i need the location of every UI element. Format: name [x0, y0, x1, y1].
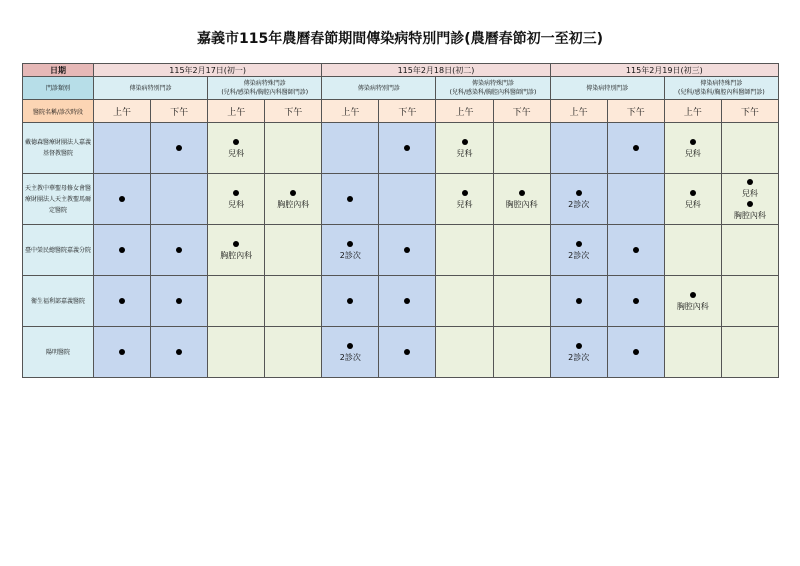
bullet-dot-icon — [347, 343, 353, 349]
table-row — [23, 174, 779, 225]
clinic-entry — [551, 239, 607, 261]
bullet-dot-icon — [633, 349, 639, 355]
department-label: 2診次 — [568, 200, 590, 209]
schedule-cell — [322, 123, 379, 174]
schedule-cell — [208, 327, 265, 378]
category-line: (兒科/感染科/胸腔內科醫師門診) — [449, 89, 537, 96]
schedule-cell — [322, 276, 379, 327]
department-label: 兒科 — [456, 200, 473, 209]
schedule-cell — [664, 123, 721, 174]
bullet-dot-icon — [176, 247, 182, 253]
clinic-entry — [208, 137, 264, 159]
bullet-dot-icon — [747, 201, 753, 207]
clinic-entry — [208, 239, 264, 261]
am-header: 上午 — [208, 100, 265, 123]
clinic-entry — [151, 245, 207, 256]
schedule-cell — [265, 327, 322, 378]
pm-header: 下午 — [607, 100, 664, 123]
clinic-entry — [94, 194, 150, 205]
schedule-cell — [151, 276, 208, 327]
schedule-cell — [208, 225, 265, 276]
table-row — [23, 327, 779, 378]
schedule-cell — [379, 327, 436, 378]
department-label: 胸腔內科 — [505, 200, 538, 209]
am-header: 上午 — [322, 100, 379, 123]
clinic-entry — [379, 296, 435, 307]
category-special-clinic: 傳染病特別門診 — [322, 77, 436, 100]
department-label: 胸腔內科 — [220, 251, 253, 260]
clinic-entry — [665, 290, 721, 312]
bullet-dot-icon — [747, 179, 753, 185]
bullet-dot-icon — [633, 247, 639, 253]
schedule-cell — [664, 225, 721, 276]
clinic-entry — [265, 188, 321, 210]
clinic-entry — [94, 245, 150, 256]
clinic-entry — [722, 177, 778, 199]
clinic-schedule-table — [22, 63, 779, 378]
hospital-name: 衛生福利部嘉義醫院 — [23, 276, 94, 327]
schedule-cell — [94, 225, 151, 276]
department-label: 兒科 — [456, 149, 473, 158]
clinic-entry — [608, 143, 664, 154]
bullet-dot-icon — [119, 196, 125, 202]
schedule-cell — [721, 174, 778, 225]
bullet-dot-icon — [347, 241, 353, 247]
schedule-cell — [607, 123, 664, 174]
schedule-cell — [322, 327, 379, 378]
schedule-cell — [151, 123, 208, 174]
department-label: 兒科 — [228, 149, 245, 158]
schedule-cell — [607, 174, 664, 225]
clinic-entry — [722, 199, 778, 221]
schedule-cell — [550, 123, 607, 174]
pm-header: 下午 — [493, 100, 550, 123]
bullet-dot-icon — [633, 298, 639, 304]
clinic-entry — [379, 143, 435, 154]
table-row — [23, 276, 779, 327]
bullet-dot-icon — [290, 190, 296, 196]
clinic-entry — [379, 347, 435, 358]
day-header: 115年2月19日(初三) — [550, 64, 778, 77]
am-header: 上午 — [94, 100, 151, 123]
department-label: 胸腔內科 — [277, 200, 310, 209]
category-label: 門診類別 — [23, 77, 94, 100]
category-specialist-clinic — [664, 77, 778, 100]
bullet-dot-icon — [176, 349, 182, 355]
bullet-dot-icon — [633, 145, 639, 151]
clinic-entry — [94, 296, 150, 307]
schedule-cell — [265, 276, 322, 327]
date-label: 日期 — [23, 64, 94, 77]
schedule-cell — [379, 174, 436, 225]
clinic-entry — [94, 347, 150, 358]
bullet-dot-icon — [233, 190, 239, 196]
pm-header: 下午 — [265, 100, 322, 123]
department-label: 胸腔內科 — [733, 211, 766, 220]
bullet-dot-icon — [690, 190, 696, 196]
schedule-cell — [664, 174, 721, 225]
pm-header: 下午 — [721, 100, 778, 123]
page-title: 嘉義市115年農曆春節期間傳染病特別門診(農曆春節初一至初三) — [196, 31, 604, 47]
schedule-cell — [493, 276, 550, 327]
schedule-cell — [208, 174, 265, 225]
clinic-entry — [494, 188, 550, 210]
schedule-cell — [94, 327, 151, 378]
department-label: 2診次 — [339, 353, 361, 362]
schedule-cell — [493, 327, 550, 378]
schedule-cell — [379, 225, 436, 276]
schedule-cell — [550, 225, 607, 276]
clinic-entry — [322, 194, 378, 205]
schedule-cell — [664, 327, 721, 378]
schedule-cell — [550, 174, 607, 225]
schedule-cell — [379, 276, 436, 327]
clinic-entry — [322, 239, 378, 261]
clinic-entry — [551, 296, 607, 307]
am-header: 上午 — [436, 100, 493, 123]
category-specialist-clinic — [208, 77, 322, 100]
schedule-cell — [436, 327, 493, 378]
bullet-dot-icon — [404, 145, 410, 151]
clinic-entry — [151, 296, 207, 307]
clinic-entry — [322, 296, 378, 307]
clinic-entry — [665, 137, 721, 159]
schedule-cell — [94, 276, 151, 327]
schedule-cell — [493, 225, 550, 276]
day-header: 115年2月18日(初二) — [322, 64, 550, 77]
am-header: 上午 — [664, 100, 721, 123]
clinic-entry — [379, 245, 435, 256]
schedule-cell — [379, 123, 436, 174]
schedule-cell — [493, 123, 550, 174]
hospital-name: 天主教中華聖母修女會醫療財團法人天主教聖馬爾定醫院 — [23, 174, 94, 225]
schedule-cell — [721, 123, 778, 174]
schedule-cell — [721, 276, 778, 327]
clinic-entry — [608, 245, 664, 256]
am-header: 上午 — [550, 100, 607, 123]
hospital-label: 醫院名稱/診次時段 — [23, 100, 94, 123]
bullet-dot-icon — [404, 349, 410, 355]
clinic-entry — [151, 143, 207, 154]
schedule-cell — [550, 276, 607, 327]
bullet-dot-icon — [404, 298, 410, 304]
clinic-entry — [436, 188, 492, 210]
bullet-dot-icon — [233, 139, 239, 145]
table-row — [23, 225, 779, 276]
schedule-cell — [322, 225, 379, 276]
day-header: 115年2月17日(初一) — [94, 64, 322, 77]
schedule-cell — [436, 174, 493, 225]
bullet-dot-icon — [347, 298, 353, 304]
category-line: (兒科/感染科/胸腔內科醫師門診) — [678, 89, 765, 96]
bullet-dot-icon — [233, 241, 239, 247]
bullet-dot-icon — [119, 349, 125, 355]
schedule-cell — [436, 225, 493, 276]
bullet-dot-icon — [119, 298, 125, 304]
department-label: 2診次 — [339, 251, 361, 260]
bullet-dot-icon — [119, 247, 125, 253]
schedule-cell — [607, 327, 664, 378]
bullet-dot-icon — [690, 292, 696, 298]
pm-header: 下午 — [151, 100, 208, 123]
department-label: 2診次 — [568, 251, 590, 260]
department-label: 兒科 — [684, 149, 701, 158]
clinic-entry — [322, 341, 378, 363]
department-label: 兒科 — [741, 189, 758, 198]
hospital-name: 陽明醫院 — [23, 327, 94, 378]
schedule-cell — [550, 327, 607, 378]
schedule-cell — [151, 174, 208, 225]
schedule-cell — [436, 123, 493, 174]
bullet-dot-icon — [576, 190, 582, 196]
bullet-dot-icon — [176, 145, 182, 151]
bullet-dot-icon — [462, 139, 468, 145]
clinic-entry — [551, 341, 607, 363]
hospital-name: 戴德森醫療財團法人嘉義基督教醫院 — [23, 123, 94, 174]
schedule-cell — [265, 225, 322, 276]
clinic-entry — [436, 137, 492, 159]
time-row — [23, 100, 779, 123]
category-row — [23, 77, 779, 100]
table-row — [23, 123, 779, 174]
hospital-name: 臺中榮民總醫院嘉義分院 — [23, 225, 94, 276]
bullet-dot-icon — [404, 247, 410, 253]
clinic-entry — [665, 188, 721, 210]
bullet-dot-icon — [519, 190, 525, 196]
clinic-entry — [608, 296, 664, 307]
department-label: 兒科 — [228, 200, 245, 209]
department-label: 2診次 — [568, 353, 590, 362]
schedule-cell — [151, 327, 208, 378]
schedule-cell — [265, 174, 322, 225]
bullet-dot-icon — [576, 298, 582, 304]
clinic-entry — [551, 188, 607, 210]
bullet-dot-icon — [462, 190, 468, 196]
date-row — [23, 64, 779, 77]
category-specialist-clinic — [436, 77, 550, 100]
bullet-dot-icon — [576, 241, 582, 247]
category-special-clinic: 傳染病特別門診 — [550, 77, 664, 100]
category-line: 傳染病特殊門診 — [472, 80, 515, 87]
bullet-dot-icon — [690, 139, 696, 145]
category-special-clinic: 傳染病特別門診 — [94, 77, 208, 100]
schedule-cell — [322, 174, 379, 225]
schedule-cell — [721, 225, 778, 276]
schedule-cell — [208, 276, 265, 327]
clinic-entry — [151, 347, 207, 358]
bullet-dot-icon — [347, 196, 353, 202]
pm-header: 下午 — [379, 100, 436, 123]
schedule-cell — [151, 225, 208, 276]
department-label: 兒科 — [684, 200, 701, 209]
schedule-cell — [721, 327, 778, 378]
clinic-entry — [608, 347, 664, 358]
schedule-cell — [664, 276, 721, 327]
schedule-cell — [607, 276, 664, 327]
department-label: 胸腔內科 — [676, 302, 709, 311]
schedule-cell — [493, 174, 550, 225]
bullet-dot-icon — [576, 343, 582, 349]
schedule-cell — [94, 174, 151, 225]
category-line: 傳染病特殊門診 — [700, 80, 743, 87]
schedule-cell — [94, 123, 151, 174]
category-line: 傳染病特殊門診 — [243, 80, 286, 87]
schedule-cell — [265, 123, 322, 174]
schedule-cell — [436, 276, 493, 327]
schedule-cell — [607, 225, 664, 276]
schedule-cell — [208, 123, 265, 174]
category-line: (兒科/感染科/胸腔內科醫師門診) — [221, 89, 309, 96]
clinic-entry — [208, 188, 264, 210]
bullet-dot-icon — [176, 298, 182, 304]
